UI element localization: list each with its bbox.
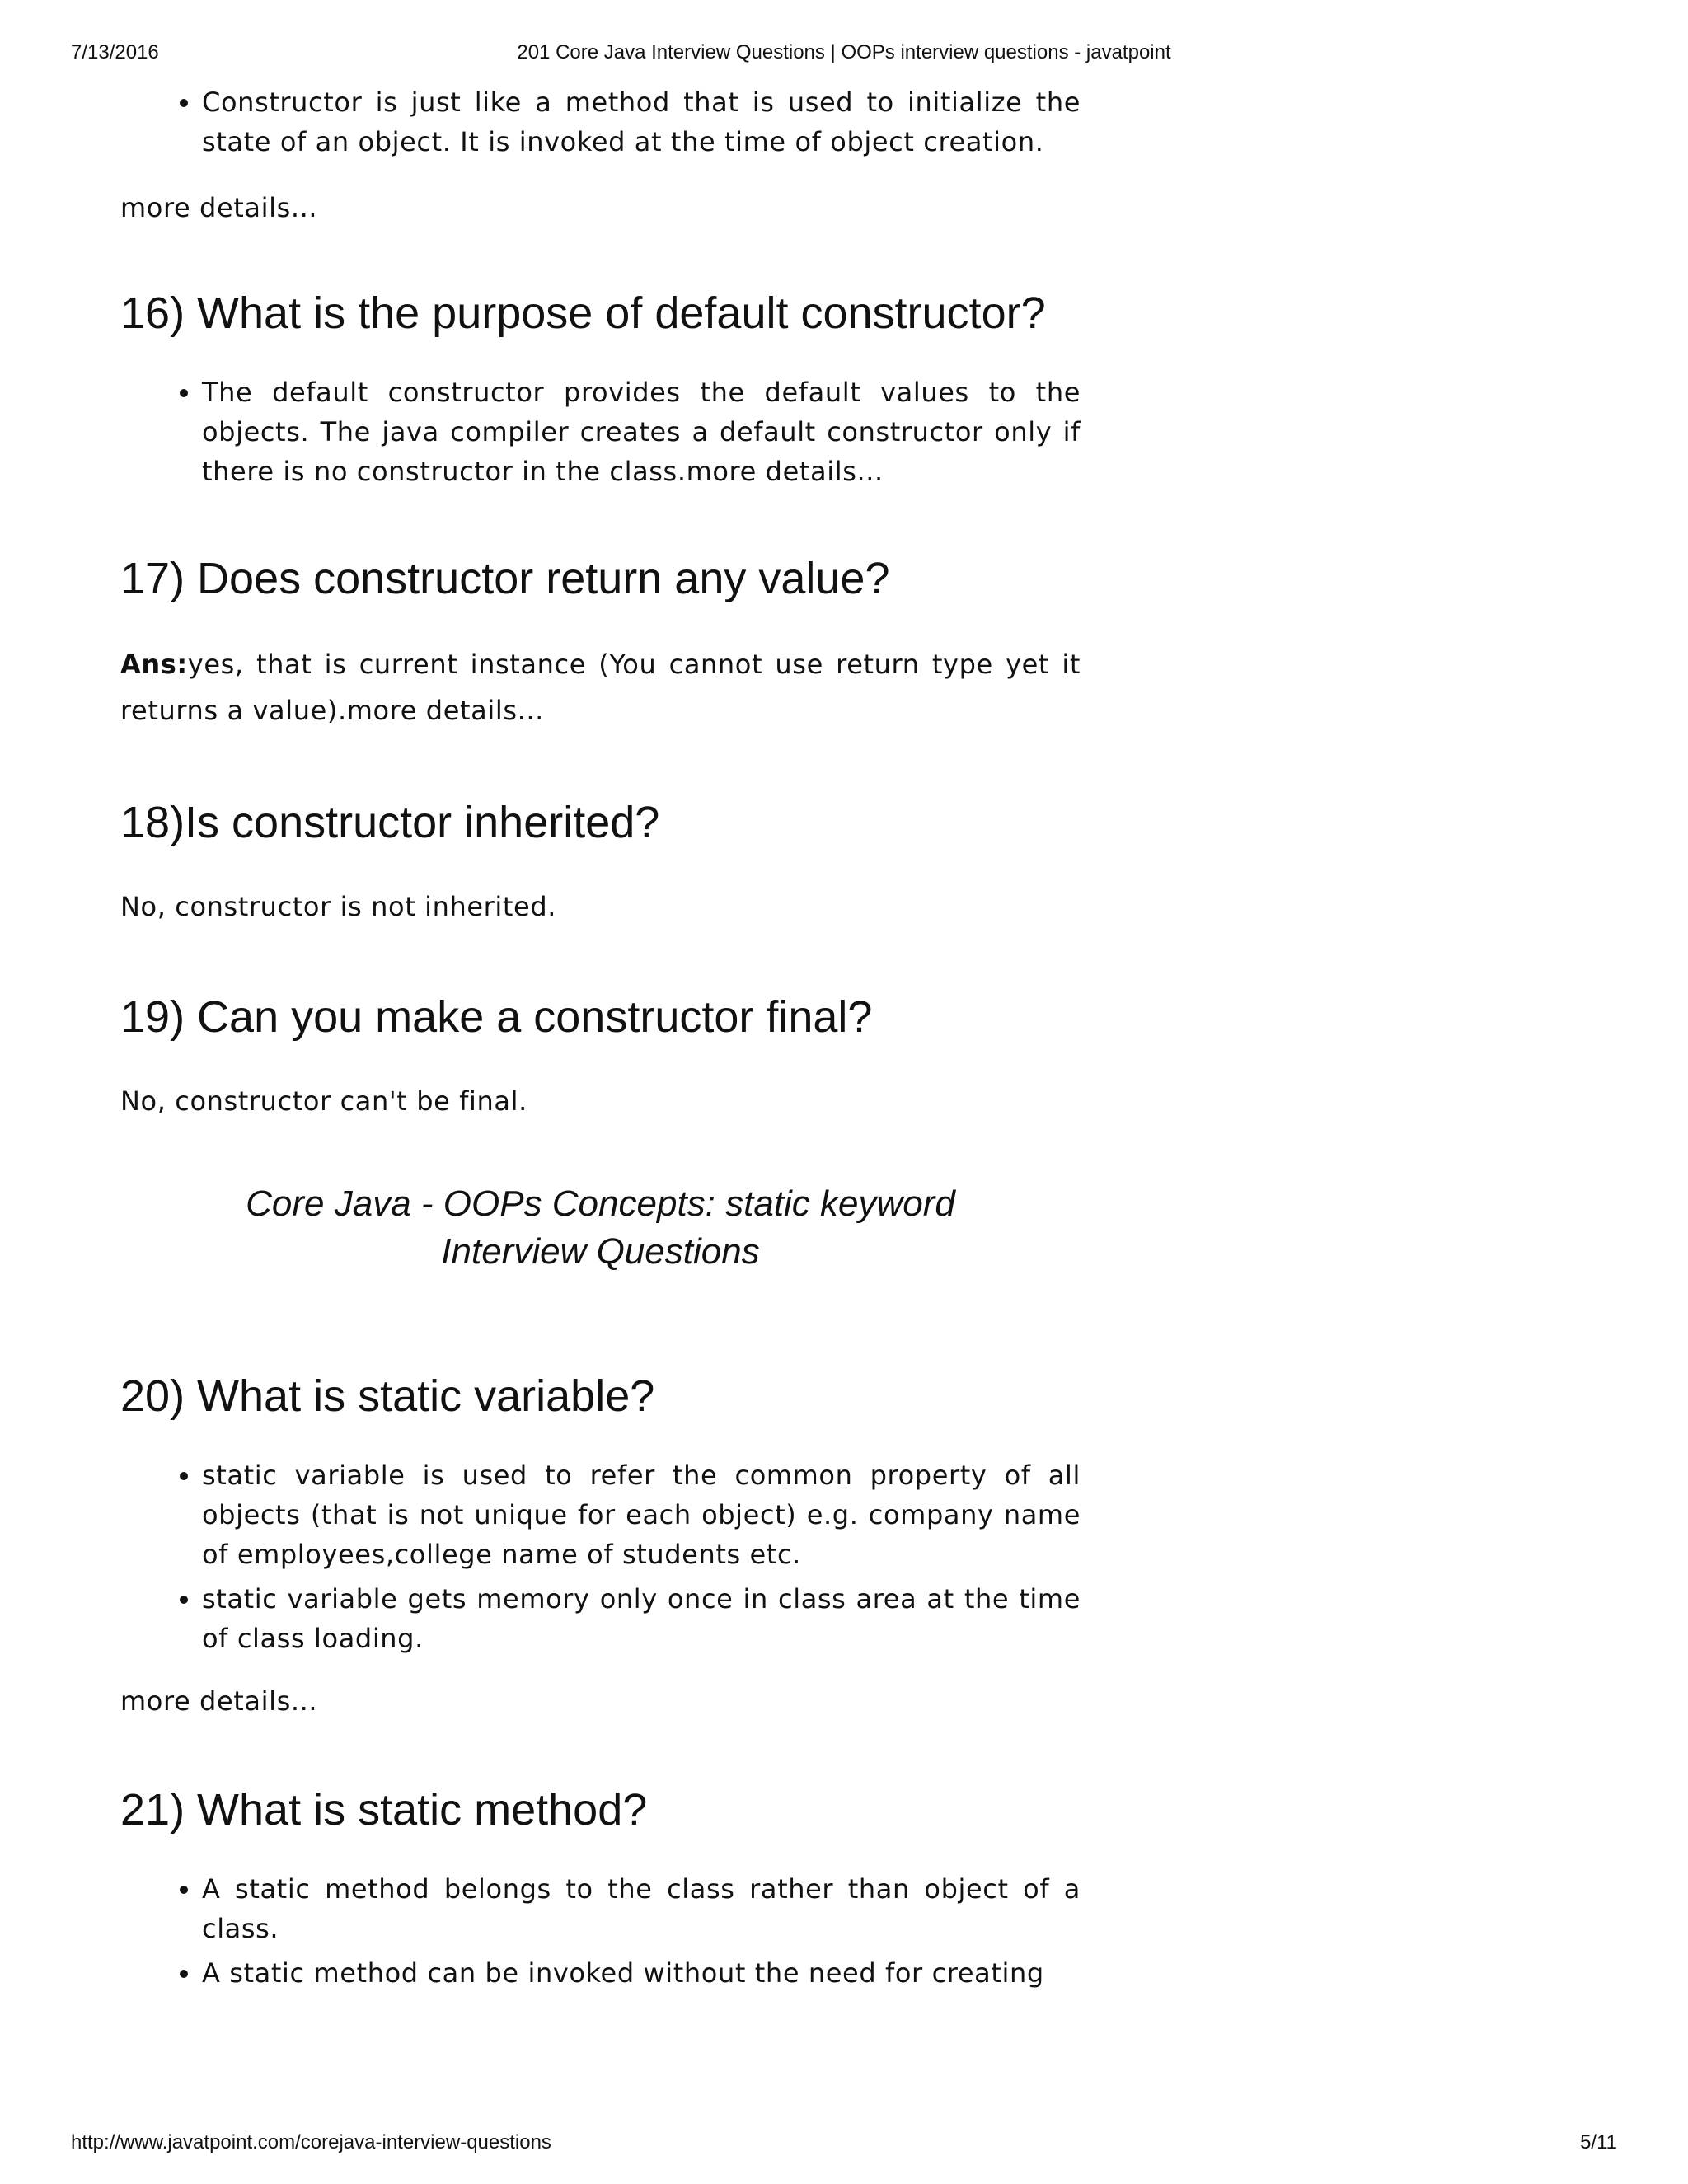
list-item: • A static method belongs to the class rather than object of a class. — [202, 1869, 1081, 1948]
answer-label: Ans: — [120, 649, 188, 680]
section-heading — [120, 1180, 1081, 1276]
more-details-link[interactable]: more details... — [686, 456, 884, 487]
print-date: 7/13/2016 — [71, 41, 159, 63]
page-header — [0, 41, 1688, 68]
page-url: http://www.javatpoint.com/corejava-interview-questions — [71, 2131, 551, 2154]
article-content — [120, 82, 1081, 1998]
question-19-heading: 19) Can you make a constructor final? — [120, 992, 873, 1042]
question-19-answer: No, constructor can't be final. — [120, 1085, 528, 1117]
question-20-heading: 20) What is static variable? — [120, 1371, 655, 1421]
more-details-link[interactable]: more details... — [120, 192, 318, 223]
list-item: • static variable is used to refer the common property of all objects (that is not unique for each object) e.g. company name of employees,college name of students etc. — [202, 1455, 1081, 1574]
question-21-heading: 21) What is static method? — [120, 1785, 648, 1835]
list-item: • static variable gets memory only once in class area at the time of class loading. — [202, 1579, 1081, 1658]
intro-list — [120, 82, 1081, 162]
list-item: • A static method can be invoked without the need for creating — [202, 1953, 1081, 1993]
question-17-answer: Ans:yes, that is current instance (You cannot use return type yet it returns a value).more details... — [120, 649, 1081, 726]
question-21-list — [120, 1869, 1081, 1993]
section-title-line2: Interview Questions — [441, 1231, 760, 1272]
page-number: 5/11 — [1580, 2131, 1617, 2154]
document-title: 201 Core Java Interview Questions | OOPs interview questions - javatpoint — [517, 41, 1171, 63]
question-17-heading: 17) Does constructor return any value? — [120, 554, 890, 603]
question-16-heading: 16) What is the purpose of default constructor? — [120, 288, 1046, 338]
section-title-line1: Core Java - OOPs Concepts: static keyword — [246, 1183, 955, 1224]
more-details-link[interactable]: more details... — [346, 695, 544, 726]
question-18-answer: No, constructor is not inherited. — [120, 891, 557, 922]
question-18-heading: 18)Is constructor inherited? — [120, 798, 660, 847]
question-20-list — [120, 1455, 1081, 1658]
page-footer — [0, 2131, 1688, 2158]
more-details-link[interactable]: more details... — [120, 1685, 318, 1717]
question-16-list — [120, 373, 1081, 491]
list-item: • Constructor is just like a method that is used to initialize the state of an object. It is invoked at the time of object creation. — [202, 82, 1081, 162]
list-item: • The default constructor provides the default values to the objects. The java compiler creates a default constructor only if there is no constructor in the class.more details... — [202, 373, 1081, 491]
